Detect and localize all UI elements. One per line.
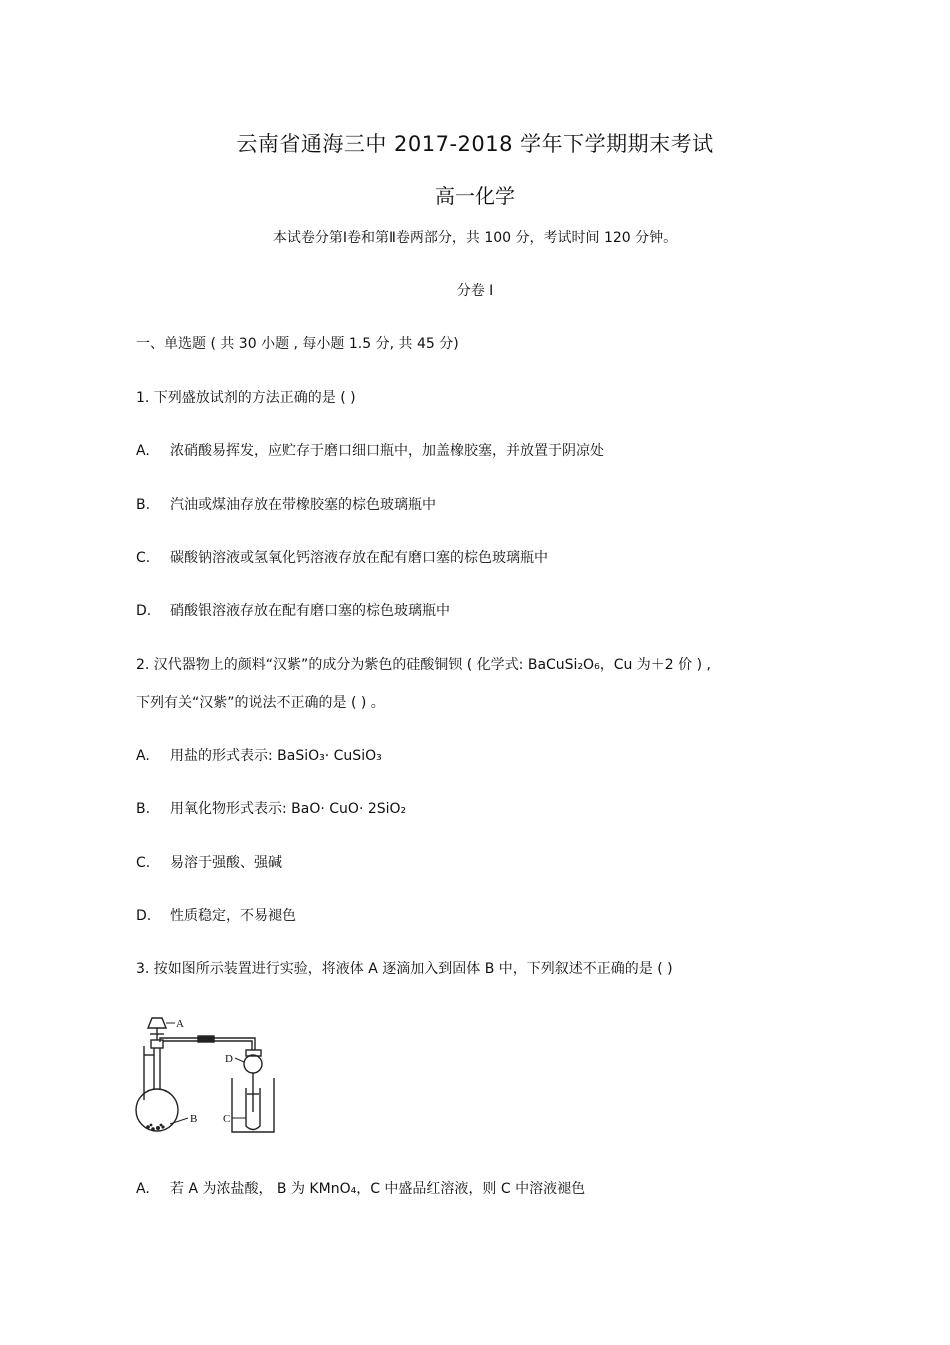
option-text: 汽油或煤油存放在带橡胶塞的棕色玻璃瓶中	[170, 497, 436, 513]
option-text: 性质稳定，不易褪色	[170, 908, 296, 924]
option-text: 硝酸银溶液存放在配有磨口塞的棕色玻璃瓶中	[170, 603, 450, 619]
option-letter: C.	[136, 855, 151, 871]
option-letter: B.	[136, 801, 151, 817]
exam-info: 本试卷分第Ⅰ卷和第Ⅱ卷两部分，共 100 分，考试时间 120 分钟。	[272, 230, 678, 246]
option-text: 浓硝酸易挥发，应贮存于磨口细口瓶中，加盖橡胶塞，并放置于阴凉处	[170, 443, 604, 459]
question-1-option-a	[136, 440, 604, 460]
exam-title: 云南省通海三中 2017-2018 学年下学期期末考试	[236, 132, 714, 156]
question-3-stem: 3. 按如图所示装置进行实验，将液体 A 逐滴加入到固体 B 中，下列叙述不正确的是 ( )	[136, 961, 673, 977]
lab-apparatus-figure	[130, 1010, 280, 1140]
question-2-option-d	[136, 905, 296, 925]
option-letter: D.	[136, 908, 152, 924]
option-text: 用盐的形式表示: BaSiO₃· CuSiO₃	[170, 748, 382, 764]
option-text: 若 A 为浓盐酸， B 为 KMnO₄，C 中盛品红溶液，则 C 中溶液褪色	[170, 1181, 586, 1197]
question-1-stem: 1. 下列盛放试剂的方法正确的是 ( )	[136, 390, 356, 406]
option-text: 易溶于强酸、强碱	[170, 855, 282, 871]
option-text: 碳酸钠溶液或氢氧化钙溶液存放在配有磨口塞的棕色玻璃瓶中	[170, 550, 548, 566]
question-1-option-b	[136, 494, 436, 514]
question-2-option-c	[136, 852, 282, 872]
option-text: 用氧化物形式表示: BaO· CuO· 2SiO₂	[170, 801, 407, 817]
question-2-stem-line2: 下列有关“汉紫”的说法不正确的是 ( ) 。	[136, 695, 385, 711]
question-2-option-a	[136, 745, 382, 765]
drying-bulb	[244, 1055, 262, 1073]
label-a: A	[176, 1018, 184, 1030]
question-3-option-a	[136, 1178, 585, 1198]
option-letter: C.	[136, 550, 151, 566]
question-2-stem-line1: 2. 汉代器物上的颜料“汉紫”的成分为紫色的硅酸铜钡 ( 化学式: BaCuSi₂O₆，Cu 为＋2 价 ) ,	[136, 657, 711, 673]
option-letter: A.	[136, 1181, 150, 1197]
round-flask	[136, 1089, 178, 1131]
question-1-option-d	[136, 600, 450, 620]
label-c: C	[223, 1113, 231, 1125]
label-b: B	[190, 1113, 198, 1125]
option-letter: D.	[136, 603, 152, 619]
funnel-body	[148, 1018, 166, 1028]
option-letter: A.	[136, 748, 150, 764]
option-letter: A.	[136, 443, 150, 459]
part-label: 分卷 Ⅰ	[456, 283, 494, 299]
section-heading: 一、单选题 ( 共 30 小题 , 每小题 1.5 分, 共 45 分)	[136, 336, 459, 352]
subject-title: 高一化学	[435, 184, 515, 208]
option-letter: B.	[136, 497, 151, 513]
question-1-option-c	[136, 547, 548, 567]
label-d: D	[225, 1053, 233, 1065]
question-2-option-b	[136, 798, 406, 818]
